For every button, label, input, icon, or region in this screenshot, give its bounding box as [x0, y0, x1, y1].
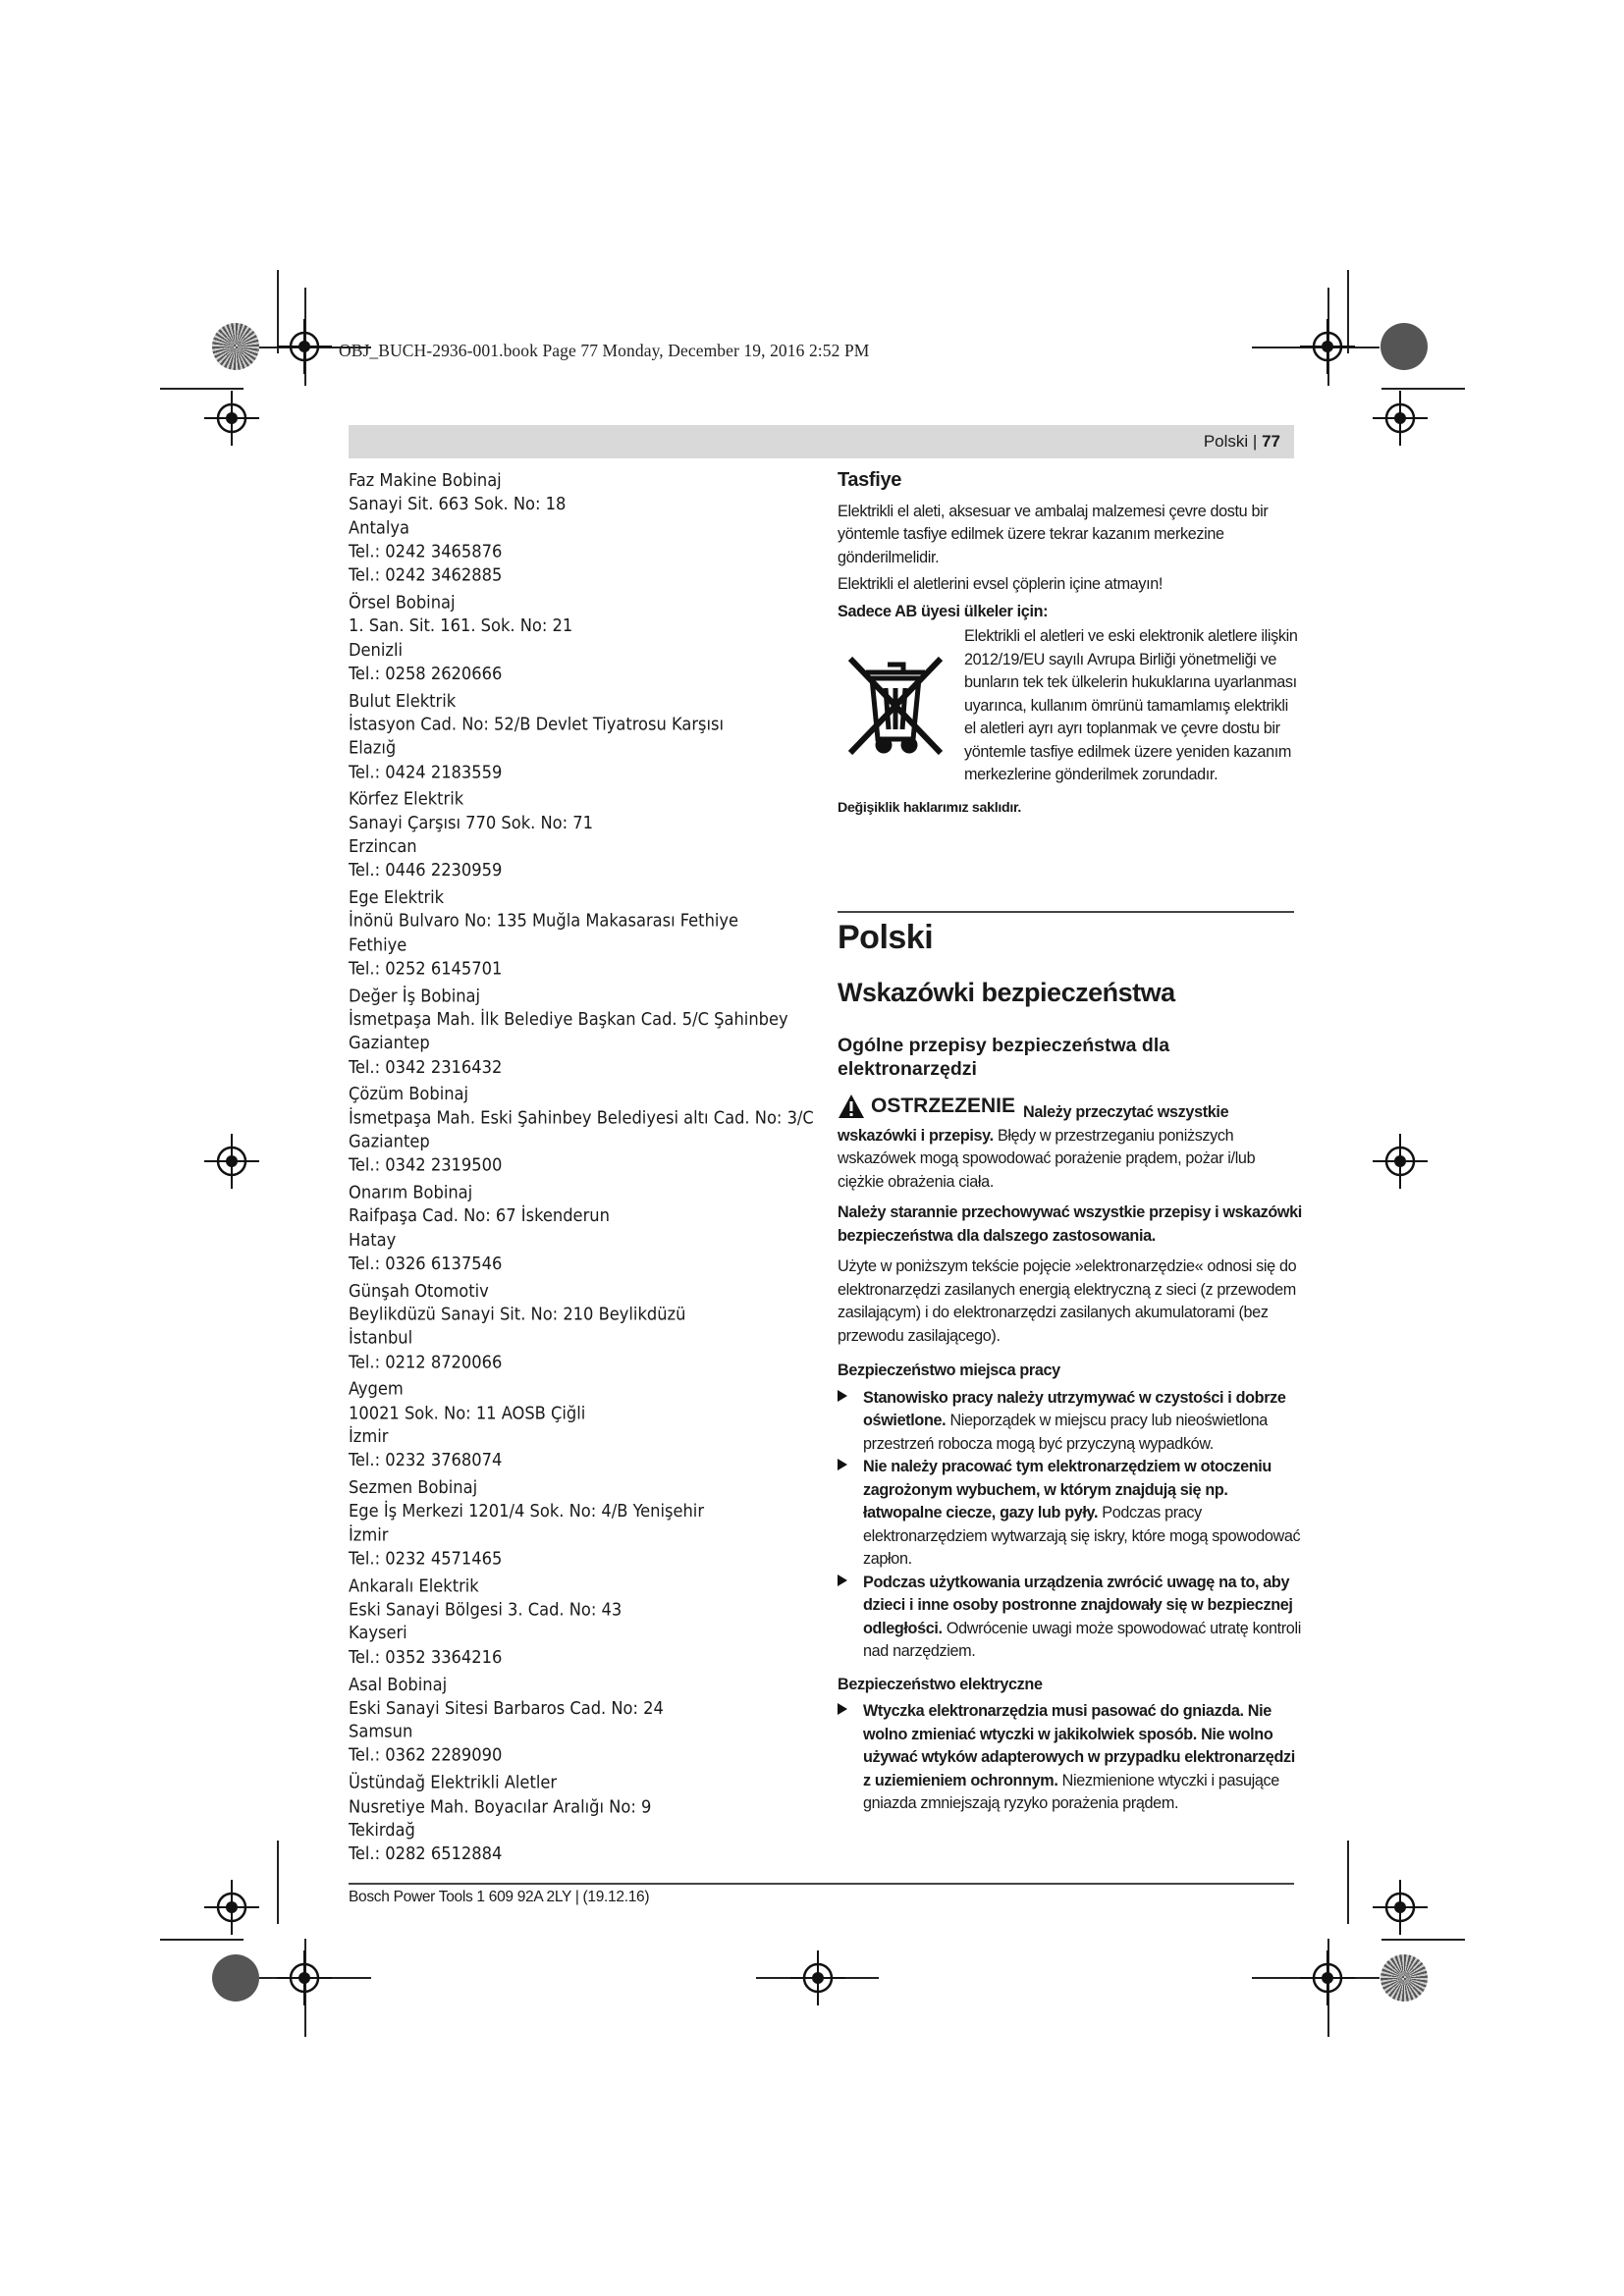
keep-instructions: Należy starannie przechowywać wszystkie przepisy i wskazówki bezpieczeństwa dla dalszego zastosowania.	[838, 1203, 1302, 1245]
warning-block	[838, 1094, 1304, 1816]
dealer-line: Tel.: 0424 2183559	[349, 762, 503, 782]
header-separator: |	[1252, 432, 1258, 451]
dealer-line: İsmetpaşa Mah. İlk Belediye Başkan Cad. 5/C Şahinbey	[349, 1009, 788, 1031]
bullet-item	[838, 1387, 1304, 1457]
registration-mark-icon	[277, 1950, 332, 2005]
dealer-line: Bulut Elektrik	[349, 690, 457, 712]
dealer-line: İzmir	[349, 1524, 389, 1546]
section-title: Tasfiye	[838, 469, 901, 491]
dealer-line: Eski Sanayi Sitesi Barbaros Cad. No: 24	[349, 1697, 664, 1719]
bullet-item	[838, 1700, 1304, 1816]
footer-rule	[349, 1883, 1294, 1885]
print-slug: OBJ_BUCH-2936-001.book Page 77 Monday, December 19, 2016 2:52 PM	[339, 341, 870, 360]
footer: Bosch Power Tools 1 609 92A 2LY | (19.12.16)	[349, 1889, 650, 1905]
warning-label-text: OSTRZEZENIE	[871, 1095, 1016, 1118]
page-number-label	[1204, 432, 1280, 452]
dealer-line: Tel.: 0252 6145701	[349, 958, 503, 980]
paragraph: Użyte w poniższym tekście pojęcie »elektronarzędzie« odnosi się do elektronarzędzi zasilanych energią elektryczną z sieci (z przewodem zasilającym) i do elektronarzędzi zasilanych akumulatorami (bez przewodu zasilającego).	[838, 1257, 1297, 1345]
dealer-line: Ege Elektrik	[349, 886, 445, 908]
bullet-text: Niezmienione wtyczki i pasujące gniazda zmniejszają ryzyko porażenia prądem.	[863, 1771, 1279, 1812]
dealer-line: Tel.: 0352 3364216	[349, 1646, 503, 1668]
dealer-line: Günşah Otomotiv	[349, 1280, 489, 1302]
dealer-line: Sanayi Çarşısı 770 Sok. No: 71	[349, 812, 593, 833]
warning-triangle-icon	[838, 1094, 865, 1119]
bullet-arrow-icon	[838, 1459, 847, 1470]
dealer-list	[349, 469, 814, 1870]
dealer-line: İsmetpaşa Mah. Eski Şahinbey Belediyesi altı Cad. No: 3/C	[349, 1107, 814, 1129]
registration-mark-icon	[1300, 319, 1355, 374]
work-area-list	[838, 1387, 1304, 1664]
warning-text: Błędy w przestrzeganiu poniższych wskazówek mogą spowodować porażenie prądem, pożar i/lub ciężkie obrażenia ciała.	[838, 1126, 1256, 1191]
tasfiye-section	[838, 469, 1304, 820]
weee-block	[838, 625, 1304, 787]
dealer-line: Hatay	[349, 1229, 397, 1251]
dealer-entry	[349, 591, 798, 686]
registration-mark-icon	[1300, 1950, 1355, 2005]
crossed-bin-icon	[837, 643, 954, 761]
bullet-text: Podczas pracy elektronarzędziem wytwarzają się iskry, które mogą spowodować zapłon.	[863, 1504, 1301, 1568]
dealer-line: Nusretiye Mah. Boyacılar Aralığı No: 9	[349, 1795, 652, 1817]
bullet-bold-text: Stanowisko pracy należy utrzymywać w czystości i dobrze oświetlone.	[863, 1388, 1286, 1429]
dealer-line: İnönü Bulvaro No: 135 Muğla Makasarası Fethiye	[349, 911, 739, 933]
page-number: 77	[1262, 432, 1280, 451]
color-rosette-icon	[212, 323, 259, 370]
dealer-line: Üstündağ Elektrikli Aletler	[349, 1772, 558, 1793]
color-rosette-icon	[1380, 323, 1428, 370]
dealer-line: Tel.: 0282 6512884	[349, 1843, 503, 1865]
dealer-line: Gaziantep	[349, 1131, 430, 1152]
bullet-item	[838, 1456, 1304, 1572]
page-header	[349, 425, 1294, 458]
dealer-line: Ankaralı Elektrik	[349, 1575, 479, 1597]
dealer-line: Tel.: 0342 2319500	[349, 1154, 503, 1176]
dealer-line: İstasyon Cad. No: 52/B Devlet Tiyatrosu Karşısı	[349, 714, 725, 735]
dealer-entry	[349, 469, 798, 588]
dealer-line: Erzincan	[349, 836, 417, 858]
registration-mark-icon	[1373, 1134, 1428, 1189]
dealer-line: Denizli	[349, 639, 404, 661]
dealer-line: Tel.: 0362 2289090	[349, 1745, 503, 1766]
bullet-text: Nieporządek w miejscu pracy lub nieoświetlona przestrzeń robocza mogą być przyczyną wypadków.	[863, 1412, 1268, 1453]
subheading: Bezpieczeństwo miejsca pracy	[838, 1362, 1060, 1379]
dealer-line: Asal Bobinaj	[349, 1674, 448, 1695]
dealer-entry	[349, 1083, 814, 1178]
dealer-line: Sezmen Bobinaj	[349, 1477, 478, 1499]
dealer-line: 10021 Sok. No: 11 AOSB Çiğli	[349, 1403, 586, 1424]
dealer-line: Tel.: 0212 8720066	[349, 1352, 503, 1373]
bullet-bold-text: Podczas użytkowania urządzenia zwrócić uwagę na to, aby dzieci i inne osoby postronne znajdowały się w bezpiecznej odległości.	[863, 1573, 1293, 1637]
dealer-line: Aygem	[349, 1378, 404, 1400]
registration-mark-icon	[204, 391, 259, 446]
dealer-line: Tel.: 0342 2316432	[349, 1056, 503, 1078]
rights-note: Değişiklik haklarımız saklıdır.	[838, 799, 1022, 816]
registration-mark-icon	[790, 1950, 845, 2005]
dealer-line: Ege İş Merkezi 1201/4 Sok. No: 4/B Yenişehir	[349, 1501, 705, 1522]
dealer-line: Tel.: 0446 2230959	[349, 860, 503, 881]
dealer-line: Onarım Bobinaj	[349, 1182, 473, 1203]
dealer-line: Sanayi Sit. 663 Sok. No: 18	[349, 494, 567, 515]
dealer-entry	[349, 886, 798, 982]
dealer-entry	[349, 985, 798, 1080]
warning-label	[838, 1094, 1015, 1119]
warning-bold-text: Należy przeczytać wszystkie wskazówki i przepisy.	[838, 1103, 1229, 1145]
dealer-line: Antalya	[349, 517, 409, 539]
dealer-line: Körfez Elektrik	[349, 788, 464, 810]
dealer-entry	[349, 1182, 798, 1277]
dealer-line: Değer İş Bobinaj	[349, 986, 481, 1007]
dealer-line: Samsun	[349, 1721, 413, 1742]
dealer-entry	[349, 690, 798, 785]
registration-mark-icon	[204, 1880, 259, 1935]
dealer-line: Tel.: 0242 3462885	[349, 564, 503, 586]
dealer-entry	[349, 1378, 798, 1473]
page-title: Wskazówki bezpieczeństwa	[838, 978, 1175, 1007]
bullet-arrow-icon	[838, 1575, 847, 1586]
subheading: Sadece AB üyesi ülkeler için:	[838, 602, 1049, 620]
bullet-bold-text: Nie należy pracować tym elektronarzędziem w otoczeniu zagrożonym wybuchem, w którym znajdują się np. łatwopalne ciecze, gazy lub pyły.	[863, 1458, 1272, 1522]
dealer-entry	[349, 1575, 798, 1670]
color-rosette-icon	[212, 1954, 259, 2002]
bullet-arrow-icon	[838, 1703, 847, 1715]
registration-mark-icon	[1373, 391, 1428, 446]
dealer-line: Faz Makine Bobinaj	[349, 469, 502, 491]
dealer-line: Gaziantep	[349, 1033, 430, 1054]
dealer-line: Kayseri	[349, 1623, 407, 1644]
section-title: Ogólne przepisy bezpieczeństwa dla elektronarzędzi	[838, 1035, 1170, 1080]
dealer-entry	[349, 1772, 798, 1867]
electric-list	[838, 1700, 1304, 1816]
dealer-line: İstanbul	[349, 1328, 413, 1349]
dealer-line: Tel.: 0232 3768074	[349, 1450, 503, 1471]
dealer-entry	[349, 1476, 798, 1572]
dealer-entry	[349, 1674, 798, 1769]
header-section: Polski	[1203, 432, 1249, 451]
dealer-line: Eski Sanayi Bölgesi 3. Cad. No: 43	[349, 1599, 623, 1621]
dealer-line: Tel.: 0258 2620666	[349, 663, 503, 684]
registration-mark-icon	[1373, 1880, 1428, 1935]
registration-mark-icon	[204, 1134, 259, 1189]
dealer-line: İzmir	[349, 1426, 389, 1448]
color-rosette-icon	[1380, 1954, 1428, 2002]
dealer-line: Beylikdüzü Sanayi Sit. No: 210 Beylikdüzü	[349, 1304, 686, 1325]
dealer-line: Tekirdağ	[349, 1820, 415, 1841]
dealer-line: Tel.: 0242 3465876	[349, 541, 503, 562]
section-divider	[838, 911, 1294, 913]
paragraph: Elektrikli el aletleri ve eski elektronik aletlere ilişkin 2012/19/EU sayılı Avrupa Birliği yönetmeliği ve bunların tek tek ülkelerin hukuklarına uyarlanması uyarınca, kullanım ömrünü tamamlamış elektrikli el aletleri ayrı ayrı toplanmak ve çevre dostu bir yöntemle tasfiye edilmek üzere yeniden kazanım merkezlerine gönderilmek zorundadır.	[964, 627, 1298, 783]
dealer-line: Tel.: 0326 6137546	[349, 1254, 503, 1274]
registration-mark-icon	[277, 319, 332, 374]
bullet-arrow-icon	[838, 1390, 847, 1402]
dealer-line: Tel.: 0232 4571465	[349, 1548, 503, 1570]
bullet-item	[838, 1572, 1304, 1664]
bullet-bold-text: Wtyczka elektronarzędzia musi pasować do gniazda. Nie wolno zmieniać wtyczki w jakikolwiek sposób. Nie wolno używać wtyków adapterowych w przypadku elektronarzędzi z uziemieniem ochronnym.	[863, 1702, 1295, 1789]
bullet-text: Odwrócenie uwagi może spowodować utratę kontroli nad narzędziem.	[863, 1619, 1301, 1660]
dealer-line: Örsel Bobinaj	[349, 592, 456, 614]
paragraph: Elektrikli el aleti, aksesuar ve ambalaj malzemesi çevre dostu bir yöntemle tasfiye edilmek üzere tekrar kazanım merkezine gönderilmelidir.	[838, 502, 1269, 566]
dealer-entry	[349, 1280, 798, 1375]
subheading: Bezpieczeństwo elektryczne	[838, 1675, 1043, 1693]
paragraph: Elektrikli el aletlerini evsel çöplerin içine atmayın!	[838, 575, 1164, 593]
language-title: Polski	[838, 919, 934, 956]
dealer-line: Çözüm Bobinaj	[349, 1084, 469, 1105]
dealer-line: 1. San. Sit. 161. Sok. No: 21	[349, 615, 573, 637]
dealer-line: Elazığ	[349, 737, 397, 759]
dealer-entry	[349, 788, 798, 883]
dealer-line: Raifpaşa Cad. No: 67 İskenderun	[349, 1205, 610, 1227]
dealer-line: Fethiye	[349, 934, 407, 956]
